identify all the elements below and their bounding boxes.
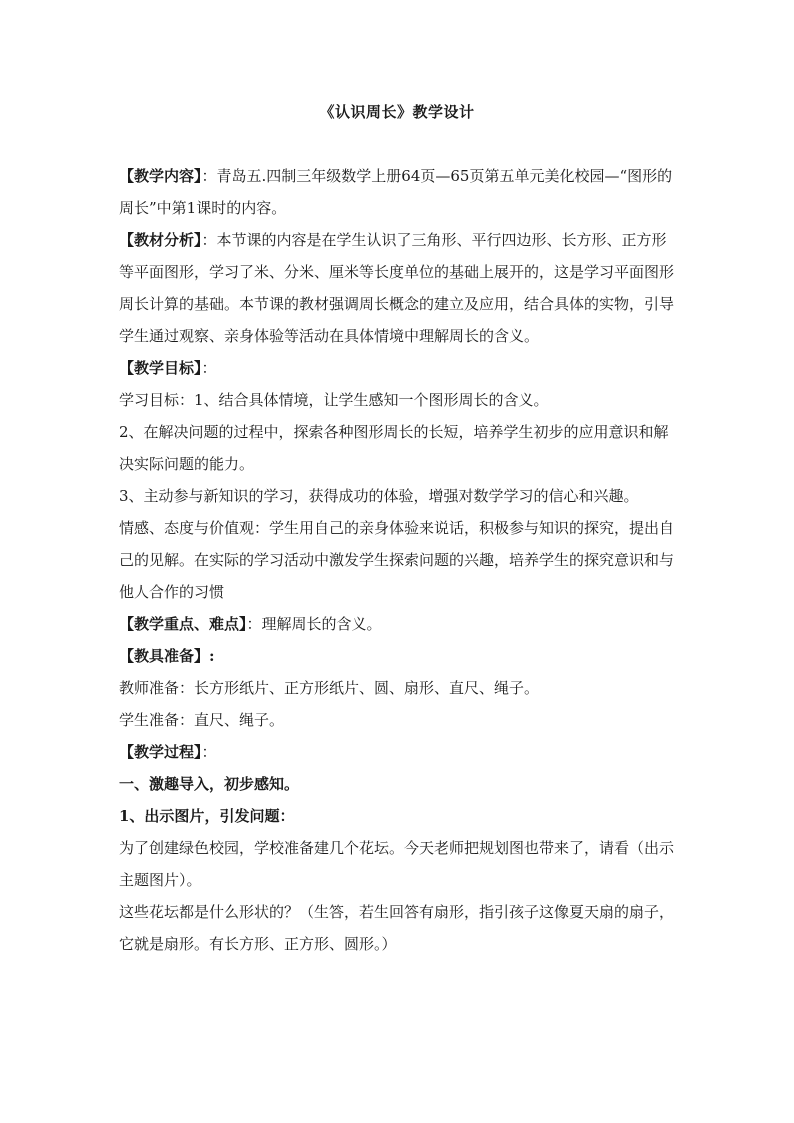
textbook-analysis-label: 【教材分析】 (119, 231, 202, 249)
document-title: 《认识周长》教学设计 (319, 103, 475, 121)
emotion-attitude-values: 情感、态度与价值观：学生用自己的亲身体验来说话，积极参与知识的探究，提出自己的见解。在实际的学习活动中激发学生探索问题的兴趣，培养学生的探究意识和与他人合作的习惯 (119, 519, 675, 601)
goal-1: 学习目标：1、结合具体情境，让学生感知一个图形周长的含义。 (119, 391, 549, 409)
teaching-process-label: 【教学过程】 (119, 743, 202, 761)
teaching-process-heading (119, 736, 679, 768)
teaching-goals-label: 【教学目标】 (119, 359, 202, 377)
textbook-analysis-paragraph (119, 224, 679, 352)
paragraph-2: 这些花坛都是什么形状的？（生答，若生回答有扇形，指引孩子这像夏天扇的扇子，它就是扇形。有长方形、正方形、圆形。） (119, 903, 675, 953)
teaching-goals-heading (119, 352, 679, 384)
student-preparation: 学生准备：直尺、绳子。 (119, 711, 285, 729)
goal-3: 3、主动参与新知识的学习，获得成功的体验，增强对数学学习的信心和兴趣。 (119, 487, 639, 505)
teaching-content-label: 【教学内容】 (119, 167, 202, 185)
teaching-content-text: ：青岛五.四制三年级数学上册64页—65页第五单元美化校园—“图形的周长”中第1课时的内容。 (119, 167, 673, 217)
paragraph-1: 为了创建绿色校园，学校准备建几个花坛。今天老师把规划图也带来了，请看（出示主题图片）。 (119, 839, 675, 889)
key-difficulty-label: 【教学重点、难点】 (119, 615, 247, 633)
teaching-aids-label: 【教具准备】 (119, 647, 210, 665)
teaching-aids-heading (119, 640, 679, 672)
section-1-heading: 一、激趣导入，初步感知。 (119, 775, 300, 793)
teaching-content-paragraph (119, 160, 679, 224)
teaching-goals-colon: ： (201, 359, 217, 377)
teaching-aids-colon: : (209, 647, 215, 665)
step-1-heading: 1、出示图片，引发问题： (119, 807, 295, 825)
document-body (119, 160, 679, 960)
textbook-analysis-text: ：本节课的内容是在学生认识了三角形、平行四边形、长方形、正方形等平面图形，学习了米、分米、厘米等长度单位的基础上展开的，这是学习平面图形周长计算的基础。本节课的教材强调周长概念的建立及应用，结合具体的实物，引导学生通过观察、亲身体验等活动在具体情境中理解周长的含义。 (119, 231, 675, 345)
teaching-process-colon: ： (201, 743, 217, 761)
teacher-preparation: 教师准备：长方形纸片、正方形纸片、圆、扇形、直尺、绳子。 (119, 679, 540, 697)
key-difficulty-paragraph (119, 608, 679, 640)
key-difficulty-text: ：理解周长的含义。 (246, 615, 382, 633)
goal-2: 2、在解决问题的过程中，探索各种图形周长的长短，培养学生初步的应用意识和解决实际问题的能力。 (119, 423, 669, 473)
